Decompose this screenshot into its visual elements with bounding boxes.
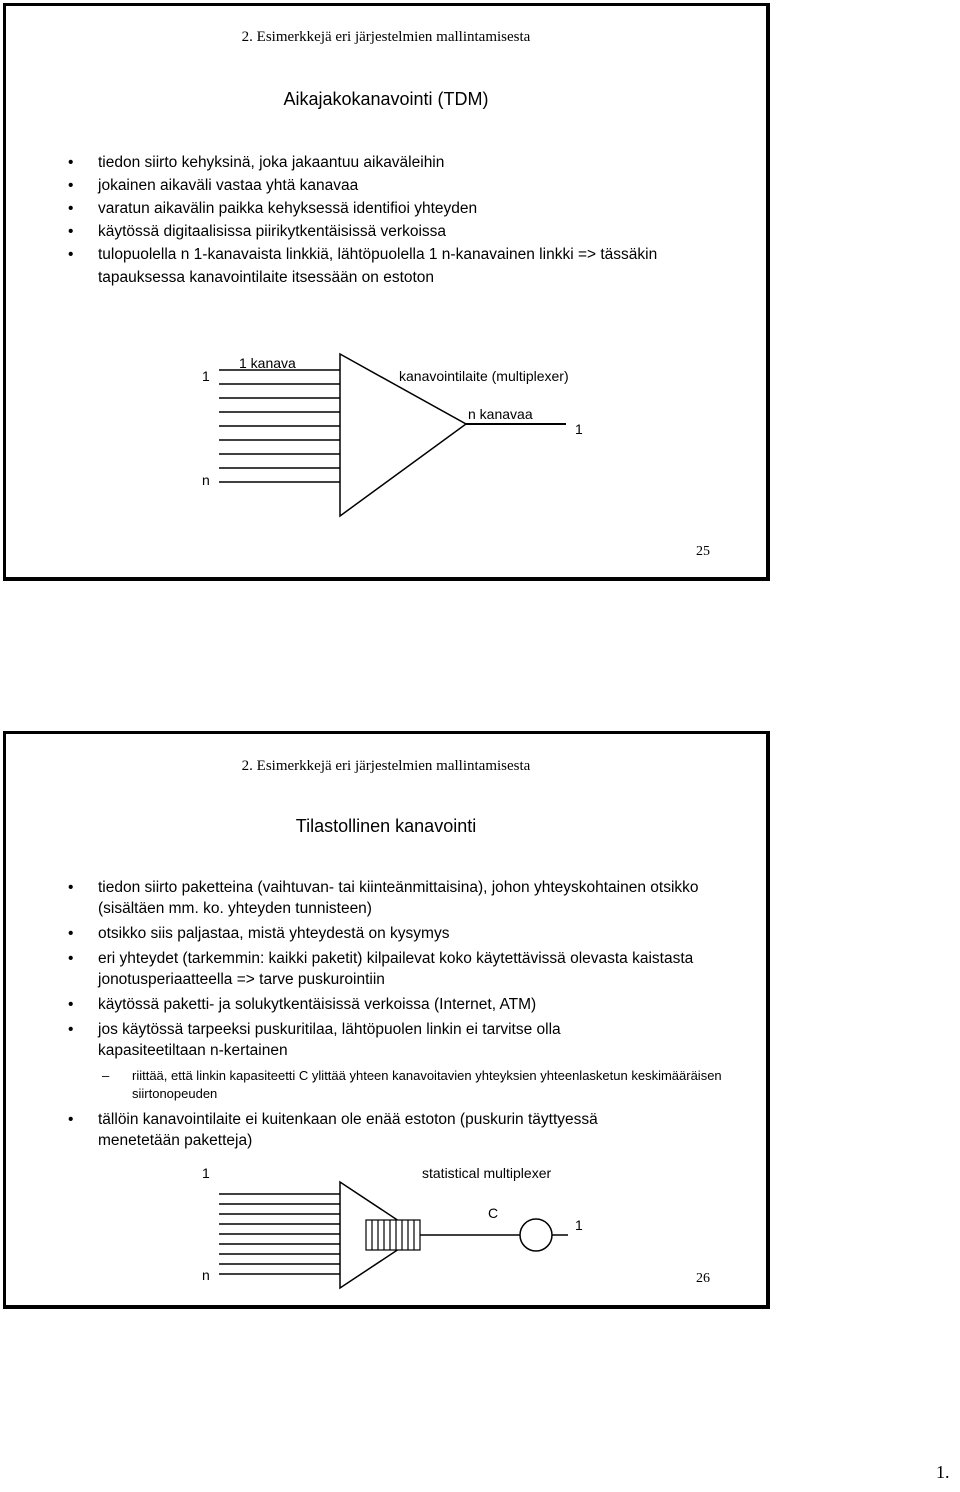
buffer-queue [366,1220,420,1250]
bullet-list [6,877,766,1151]
bullet-glyph: • [68,223,74,240]
list-item [6,220,718,243]
bullet-glyph: • [68,177,74,194]
bullet-text: käytössä digitaalisissa piirikytkentäisissä verkoissa [98,223,447,240]
label-capacity: C [488,1205,499,1221]
list-item [6,151,718,174]
list-item [6,1019,638,1061]
server-circle [520,1219,552,1251]
label-output-1: 1 [575,421,583,437]
bullet-glyph: • [68,996,74,1013]
bullet-text: tiedon siirto kehyksinä, joka jakaantuu aikaväleihin [98,154,445,171]
bullet-text: tällöin kanavointilaite ei kuitenkaan ole enää estoton (puskurin täyttyessä menetetään paketteja) [98,1111,598,1149]
list-item [6,948,718,990]
label-output-1: 1 [575,1217,583,1233]
list-item [6,994,718,1015]
bullet-text: tiedon siirto paketteina (vaihtuvan- tai kiinteänmittaisina), johon yhteyskohtainen otsikko (sisältäen mm. ko. yhteyden tunnisteen) [98,879,699,917]
slide-header: 2. Esimerkkejä eri järjestelmien mallintamisesta [241,758,531,774]
dash-glyph: – [102,1068,110,1083]
tdm-multiplexer-diagram [6,336,766,556]
slide-header: 2. Esimerkkejä eri järjestelmien mallintamisesta [241,29,531,45]
bullet-text: varatun aikavälin paikka kehyksessä identifioi yhteyden [98,200,478,217]
list-item [6,197,718,220]
slide-title: Tilastollinen kanavointi [295,816,477,836]
list-item [6,174,718,197]
bullet-glyph: • [68,154,74,171]
list-item [6,1109,678,1151]
bullet-glyph: • [68,950,74,967]
bullet-text: eri yhteydet (tarkemmin: kaikki paketit) kilpailevat koko käytettävissä olevasta kaistasta jonotusperiaatteella => tarve puskurointiin [98,950,694,988]
bullet-text: käytössä paketti- ja solukytkentäisissä verkoissa (Internet, ATM) [98,996,537,1013]
list-item [6,877,718,919]
bullet-glyph: • [68,925,74,942]
bullet-glyph: • [68,200,74,217]
label-input-1: 1 [202,368,210,384]
bullet-glyph: • [68,879,74,896]
bullet-text: jokainen aikaväli vastaa yhtä kanavaa [98,177,359,194]
input-lines [219,370,340,482]
page-number: 25 [696,544,710,559]
bullet-text: otsikko siis paljastaa, mistä yhteydestä on kysymys [98,925,450,942]
label-channel: 1 kanava [239,355,296,371]
bullet-glyph: • [68,1021,74,1038]
slide-tdm [3,3,770,581]
bullet-text: tulopuolella n 1-kanavaista linkkiä, lähtöpuolella 1 n-kanavainen linkki => tässäkin tapauksessa kanavointilaite itsessään on estoton [98,246,658,286]
slide-statistical-multiplexing [3,731,770,1309]
bullet-text: jos käytössä tarpeeksi puskuritilaa, lähtöpuolen linkin ei tarvitse olla kapasiteetiltaan n-kertainen [98,1021,561,1059]
bullet-glyph: • [68,246,74,263]
page-corner-number: 1. [936,1462,950,1482]
label-device: statistical multiplexer [422,1165,552,1181]
input-lines [219,1194,340,1274]
label-n: n [202,1267,210,1283]
statistical-multiplexer-diagram [6,1154,766,1304]
label-output: n kanavaa [468,406,533,422]
page-number: 26 [696,1271,710,1286]
label-device: kanavointilaite (multiplexer) [399,368,569,384]
list-item [6,923,718,944]
list-item [6,243,668,289]
sub-list-item [6,1067,722,1103]
bullet-glyph: • [68,1111,74,1128]
label-input-1: 1 [202,1165,210,1181]
sub-bullet-text: riittää, että linkin kapasiteetti C ylittää yhteen kanavoitavien yhteyksien yhteenlasketun keskimääräisen siirtonopeuden [132,1068,722,1101]
bullet-list [6,151,766,289]
slide-title: Aikajakokanavointi (TDM) [283,89,489,109]
label-n: n [202,472,210,488]
